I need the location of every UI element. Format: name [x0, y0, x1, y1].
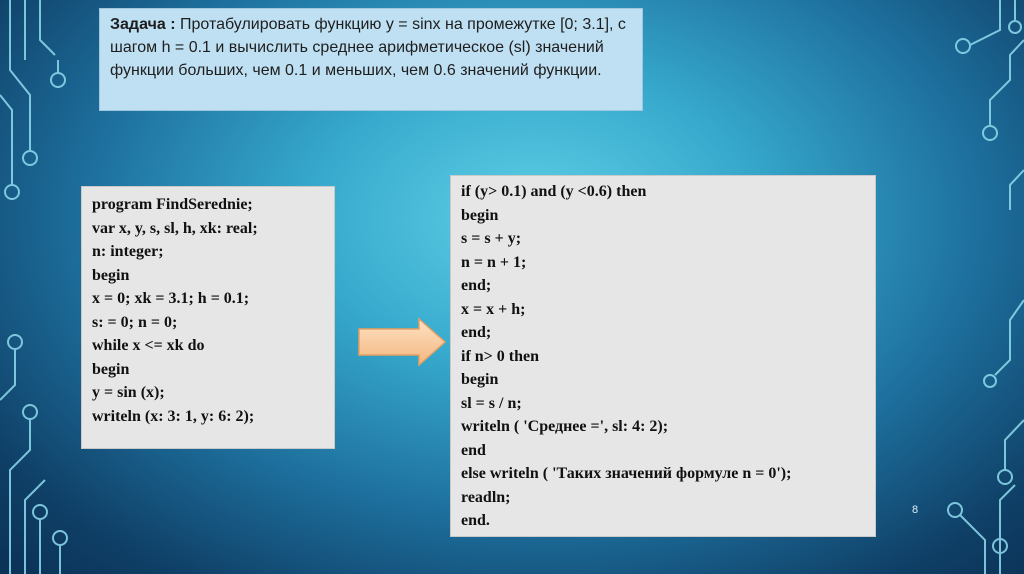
code-line: x = x + h;: [461, 300, 526, 318]
code-line: end;: [461, 277, 492, 294]
task-label: Задача :: [110, 16, 176, 33]
code-line: s = s + y;: [461, 230, 522, 247]
code-line: y = sin (x);: [92, 384, 165, 401]
code-line: else writeln ( 'Таких значений формуле n = 0');: [461, 465, 792, 482]
code-line: n: integer;: [92, 243, 164, 260]
code-line: begin: [92, 266, 130, 284]
code-block-left: [81, 186, 335, 449]
code-line: x = 0; xk = 3.1; h = 0.1;: [92, 290, 250, 307]
code-line: begin: [461, 206, 499, 224]
code-line: end: [461, 441, 486, 459]
right-arrow-icon: [357, 317, 447, 367]
code-line: if n> 0 then: [461, 347, 540, 365]
code-line: begin: [461, 371, 499, 388]
code-line: n = n + 1;: [461, 253, 527, 271]
code-line: begin: [92, 360, 130, 378]
code-line: writeln ( 'Среднее =', sl: 4: 2);: [461, 418, 669, 435]
task-text: Протабулировать функцию y = sinx на промежутке [0; 3.1], с шагом h = 0.1 и вычислить среднее арифметическое (sl) значений функции больших, чем 0.1 и меньших, чем 0.6 значений функции.: [110, 16, 626, 79]
code-line: sl = s / n;: [461, 394, 522, 412]
code-line: program FindSerednie;: [92, 196, 253, 213]
code-line: end.: [461, 512, 490, 529]
code-line: if (y> 0.1) and (y <0.6) then: [461, 183, 647, 200]
page-number: 8: [912, 504, 919, 516]
code-line: while x <= xk do: [92, 337, 205, 354]
code-line: end;: [461, 324, 492, 341]
code-line: writeln (x: 3: 1, y: 6: 2);: [92, 407, 255, 425]
code-line: s: = 0; n = 0;: [92, 313, 178, 331]
code-line: var x, y, s, sl, h, xk: real;: [92, 219, 258, 237]
task-box: [99, 8, 643, 111]
code-block-right: [450, 175, 876, 537]
code-line: readln;: [461, 488, 511, 506]
